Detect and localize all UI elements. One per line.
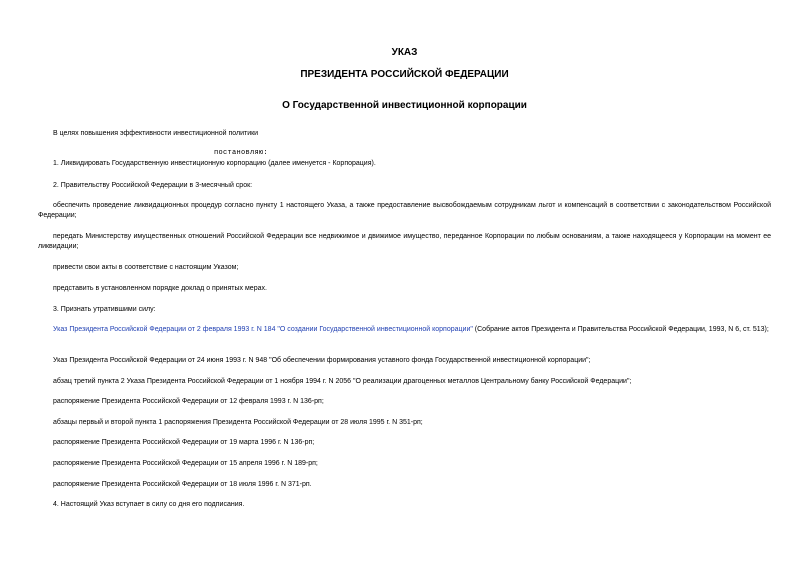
doc-type-heading: УКАЗ <box>391 47 418 58</box>
paragraph-item-2c: привести свои акты в соответствие с настоящим Указом; <box>53 264 239 271</box>
decree-184-link[interactable]: Указ Президента Российской Федерации от 2 февраля 1993 г. N 184 "О создании Государственной инвестиционной корпорации" <box>53 326 473 333</box>
decree-word: постановляю: <box>214 149 269 157</box>
paragraph-item-3h: распоряжение Президента Российской Федерации от 18 июля 1996 г. N 371-рп. <box>53 481 312 488</box>
paragraph-item-3e: абзацы первый и второй пункта 1 распоряжения Президента Российской Федерации от 28 июля 1995 г. N 351-рп; <box>53 419 423 426</box>
paragraph-item-2a: обеспечить проведение ликвидационных процедур согласно пункту 1 настоящего Указа, а также предоставление высвобождаемым сотрудникам льгот и компенсаций в соответствии с законодательством Российской Федерации; <box>38 202 771 219</box>
paragraph-item-2b: передать Министерству имущественных отношений Российской Федерации все недвижимое и движимое имущество, переданное Корпорации по любым основаниям, а также находящееся у Корпорации на момент ее ликвидации; <box>38 233 771 250</box>
paragraph-item-3g: распоряжение Президента Российской Федерации от 15 апреля 1996 г. N 189-рп; <box>53 460 318 467</box>
paragraph-item-3a-rest: (Собрание актов Президента и Правительства Российской Федерации, 1993, N 6, ст. 513); <box>472 326 769 333</box>
paragraph-item-4: 4. Настоящий Указ вступает в силу со дня его подписания. <box>53 501 245 508</box>
issuer-heading: ПРЕЗИДЕНТА РОССИЙСКОЙ ФЕДЕРАЦИИ <box>300 69 509 80</box>
preamble-paragraph: В целях повышения эффективности инвестиционной политики <box>53 130 259 137</box>
paragraph-item-2d: представить в установленном порядке доклад о принятых мерах. <box>53 285 267 292</box>
paragraph-item-1: 1. Ликвидировать Государственную инвестиционную корпорацию (далее именуется - Корпорация). <box>53 160 376 167</box>
paragraph-item-2: 2. Правительству Российской Федерации в 3-месячный срок: <box>53 182 253 189</box>
paragraph-item-3a <box>38 325 771 335</box>
paragraph-item-3: 3. Признать утратившими силу: <box>53 306 156 313</box>
paragraph-item-3b: Указ Президента Российской Федерации от 24 июня 1993 г. N 948 "Об обеспечении формирования уставного фонда Государственной инвестиционной корпорации"; <box>53 357 591 364</box>
document-subject-heading: О Государственной инвестиционной корпорации <box>282 100 527 111</box>
paragraph-item-3d: распоряжение Президента Российской Федерации от 12 февраля 1993 г. N 136-рп; <box>53 398 324 405</box>
paragraph-item-3f: распоряжение Президента Российской Федерации от 19 марта 1996 г. N 136-рп; <box>53 439 315 446</box>
paragraph-item-3c: абзац третий пункта 2 Указа Президента Российской Федерации от 1 ноября 1994 г. N 2056 "О реализации драгоценных металлов Центральному банку Российской Федерации"; <box>53 378 632 385</box>
